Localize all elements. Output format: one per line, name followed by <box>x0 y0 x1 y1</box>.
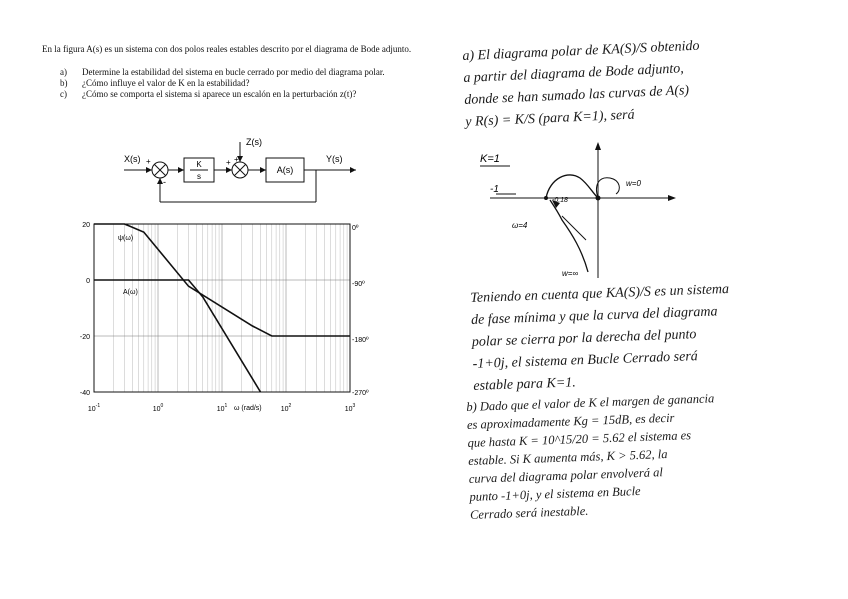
x-tick-base: 10 <box>216 406 225 413</box>
question-item <box>42 89 412 100</box>
gain-denominator: s <box>197 172 201 181</box>
x-tick-base: 10 <box>152 406 161 413</box>
handwritten-line: polar se cierra por la derecha del punto <box>471 327 697 350</box>
crossing-label: -0.18 <box>552 197 568 204</box>
x-tick-base: 10 <box>344 406 353 413</box>
svg-text:101 <box>217 403 228 413</box>
question-text: Determine la estabilidad del sistema en bucle cerrado por medio del diagrama polar. <box>82 67 385 77</box>
x-tick-base: 10 <box>87 406 96 413</box>
omega-zero-label: w=0 <box>626 179 641 188</box>
problem-intro: En la figura A(s) es un sistema con dos polos reales estables descrito por el diagrama de Bode adjunto. <box>42 44 412 54</box>
polar-sketch <box>476 140 686 282</box>
question-text: ¿Cómo influye el valor de K en la estabilidad? <box>82 78 250 88</box>
handwritten-line: punto -1+0j, y el sistema en Bucle <box>469 483 641 504</box>
plus-sign: + <box>234 155 239 164</box>
x-tick-exponent: -1 <box>95 403 101 409</box>
phase-series-label: ψ(ω) <box>118 235 134 242</box>
bode-diagram <box>78 214 388 416</box>
handwritten-conclusion-a <box>470 277 794 398</box>
left-tick-label: -20 <box>79 334 90 341</box>
plus-sign: + <box>226 158 231 167</box>
question-label: c) <box>60 89 67 99</box>
handwritten-line: estable para K=1. <box>473 375 577 394</box>
handwritten-line: -1+0j, el sistema en Bucle Cerrado será <box>472 349 699 372</box>
magnitude-series-label: A(ω) <box>123 289 138 296</box>
handwritten-line: curva del diagrama polar envolverá al <box>468 465 664 486</box>
handwritten-answer-b <box>466 387 786 524</box>
left-tick-label: -40 <box>79 390 90 397</box>
omega-label: ω=4 <box>512 221 528 230</box>
right-tick-label: -180º <box>352 337 369 344</box>
right-tick-label: 0º <box>352 225 359 232</box>
question-label: b) <box>60 78 68 88</box>
svg-text:100 <box>153 403 164 413</box>
handwritten-line: Cerrado será inestable. <box>469 503 589 522</box>
svg-text:102 <box>281 403 292 413</box>
plus-sign: + <box>146 157 151 166</box>
left-tick-label: 0 <box>86 278 90 285</box>
svg-text:10-1 <box>88 403 100 413</box>
question-label: a) <box>60 67 67 77</box>
bode-grid <box>94 224 350 392</box>
handwritten-line: estable. Si K aumenta más, K > 5.62, la <box>467 447 668 468</box>
polar-title: K=1 <box>480 153 500 165</box>
handwritten-line: donde se han sumado las curvas de A(s) <box>464 83 690 108</box>
input-label: X(s) <box>124 154 141 164</box>
handwritten-line: es aproximadamente Kg = 15dB, es decir <box>466 410 675 432</box>
output-label: Y(s) <box>326 154 343 164</box>
disturbance-label: Z(s) <box>246 137 262 147</box>
question-item <box>42 67 412 78</box>
problem-statement <box>42 44 412 100</box>
handwritten-line: de fase mínima y que la curva del diagrama <box>470 304 718 328</box>
x-tick-exponent: 2 <box>288 403 292 409</box>
handwritten-line: que hasta K = 10^15/20 = 5.62 el sistema es <box>467 428 692 450</box>
question-list <box>42 67 412 100</box>
plant-label: A(s) <box>276 165 294 175</box>
x-axis-label: ω (rad/s) <box>234 405 262 412</box>
x-tick-base: 10 <box>280 406 289 413</box>
right-tick-label: -90º <box>352 281 365 288</box>
minus-one-label: -1 <box>490 184 499 195</box>
gain-numerator: K <box>196 160 202 169</box>
x-tick-exponent: 1 <box>224 403 228 409</box>
left-tick-label: 20 <box>82 222 90 229</box>
svg-text:103 <box>345 403 356 413</box>
handwritten-answer-a <box>462 32 796 134</box>
handwritten-line: Teniendo en cuenta que KA(S)/S es un sistema <box>470 281 730 306</box>
minus-sign: - <box>163 177 166 187</box>
question-item <box>42 78 412 89</box>
x-tick-exponent: 0 <box>160 403 164 409</box>
omega-infinity-label: w=∞ <box>562 269 579 278</box>
handwritten-line: a partir del diagrama de Bode adjunto, <box>463 61 685 86</box>
handwritten-line: b) Dado que el valor de K el margen de ganancia <box>466 391 715 414</box>
right-tick-label: -270º <box>352 390 369 397</box>
handwritten-line: a) El diagrama polar de KA(S)/S obtenido <box>462 38 700 64</box>
block-diagram <box>110 132 370 208</box>
handwritten-line: y R(s) = K/S (para K=1), será <box>465 107 635 130</box>
x-tick-exponent: 3 <box>352 403 356 409</box>
question-text: ¿Cómo se comporta el sistema si aparece un escalón en la perturbación z(t)? <box>82 89 357 99</box>
